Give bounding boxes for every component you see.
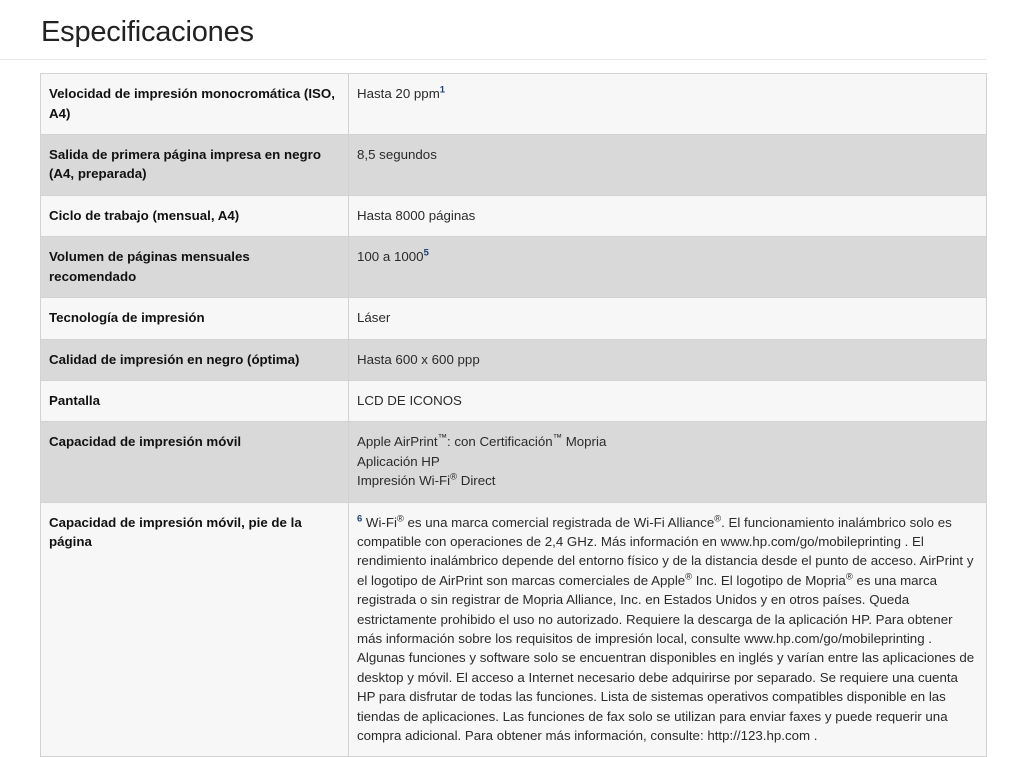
- mobile-printing-line-2: Aplicación HP: [357, 453, 440, 469]
- page-title: Especificaciones: [41, 16, 254, 48]
- trademark-superscript: ™: [437, 431, 447, 443]
- mobile-printing-line-3: [357, 471, 978, 490]
- specifications-table-body: [41, 74, 987, 757]
- table-row-mobile-printing: [41, 422, 987, 502]
- mobile-printing-line-1: [357, 432, 978, 451]
- spec-label-cell: Salida de primera página impresa en negro (A4, preparada): [41, 135, 349, 196]
- spec-label-cell: Pantalla: [41, 380, 349, 421]
- spec-value-text: LCD DE ICONOS: [357, 392, 462, 408]
- spec-value-cell: [349, 339, 987, 380]
- spec-value-cell: [349, 74, 987, 135]
- spec-value-cell: [349, 237, 987, 298]
- direct-text: Direct: [457, 473, 496, 489]
- table-row: [41, 237, 987, 298]
- spec-value-text: Hasta 8000 páginas: [357, 207, 476, 223]
- footnote-text-c: . El funcionamiento inalámbrico solo es compatible con operaciones de 2,4 GHz. Más información en www.hp.com/go/mobileprinting . El rendimiento inalámbrico depende del entorno físico y de la distancia desde el punto de acceso. AirPrint y el logotipo de AirPrint son marcas comerciales de Apple: [357, 514, 974, 588]
- registered-superscript: ®: [685, 570, 693, 582]
- table-row: [41, 380, 987, 421]
- spec-value-text: Hasta 20 ppm: [357, 86, 440, 102]
- footnote-text-e: es una marca registrada o sin registrar de Mopria Alliance, Inc. en Estados Unidos y en otros países. Queda estrictamente prohibido el uso no autorizado. Requiere la descarga de la aplicación HP. Para obtener más información sobre los requisitos de impresión local, consulte www.hp.com/go/mobileprinting . Algunas funciones y software solo se encuentran disponibles en inglés y varían entre las aplicaciones de desktop y móvil. El acceso a Internet necesario debe adquirirse por separado. Se requiere una cuenta HP para disfrutar de todas las funciones. Lista de sistemas operativos compatibles disponible en las tiendas de aplicaciones. Las funciones de fax solo se utilizan para enviar faxes y puede requerir una compra adicional. Para obtener más información, consulte: http://123.hp.com .: [357, 572, 975, 743]
- spec-value-cell: [349, 298, 987, 339]
- footnote-text-a: Wi-Fi: [362, 514, 397, 530]
- footnote-superscript: 5: [423, 246, 429, 258]
- footnote-value-cell: [349, 502, 987, 757]
- trademark-superscript: ™: [552, 431, 562, 443]
- spec-label-cell: Calidad de impresión en negro (óptima): [41, 339, 349, 380]
- table-row: [41, 74, 987, 135]
- footnote-superscript: 1: [439, 83, 445, 95]
- table-row: [41, 195, 987, 236]
- wifi-direct-text: Impresión Wi-Fi: [357, 473, 451, 489]
- spec-label-cell: Capacidad de impresión móvil: [41, 422, 349, 502]
- footnote-marker: 6: [357, 512, 363, 524]
- spec-label-cell: Capacidad de impresión móvil, pie de la página: [41, 502, 349, 757]
- registered-superscript: ®: [450, 470, 458, 482]
- registered-superscript: ®: [396, 512, 404, 524]
- footnote-text-d: Inc. El logotipo de Mopria: [692, 572, 846, 588]
- table-row: [41, 298, 987, 339]
- spec-label-cell: Tecnología de impresión: [41, 298, 349, 339]
- spec-value-cell: [349, 195, 987, 236]
- spec-value-cell: [349, 135, 987, 196]
- airprint-text: Apple AirPrint: [357, 434, 438, 450]
- mopria-text: Mopria: [562, 434, 607, 450]
- table-row-mobile-printing-footnote: [41, 502, 987, 757]
- spec-value-cell: [349, 380, 987, 421]
- spec-value-text: Hasta 600 x 600 ppp: [357, 351, 480, 367]
- registered-superscript: ®: [714, 512, 722, 524]
- spec-label-cell: Velocidad de impresión monocromática (ISO, A4): [41, 74, 349, 135]
- spec-label-cell: Ciclo de trabajo (mensual, A4): [41, 195, 349, 236]
- spec-label-cell: Volumen de páginas mensuales recomendado: [41, 237, 349, 298]
- specifications-table: [40, 73, 987, 757]
- spec-value-text: Láser: [357, 310, 391, 326]
- registered-superscript: ®: [845, 570, 853, 582]
- spec-value-text: 8,5 segundos: [357, 147, 437, 163]
- table-row: [41, 339, 987, 380]
- spec-value-cell: [349, 422, 987, 502]
- spec-value-text: 100 a 1000: [357, 249, 424, 265]
- table-row: [41, 135, 987, 196]
- certification-text: : con Certificación: [446, 434, 553, 450]
- footnote-text-b: es una marca comercial registrada de Wi-Fi Alliance: [403, 514, 715, 530]
- title-divider: [0, 59, 986, 60]
